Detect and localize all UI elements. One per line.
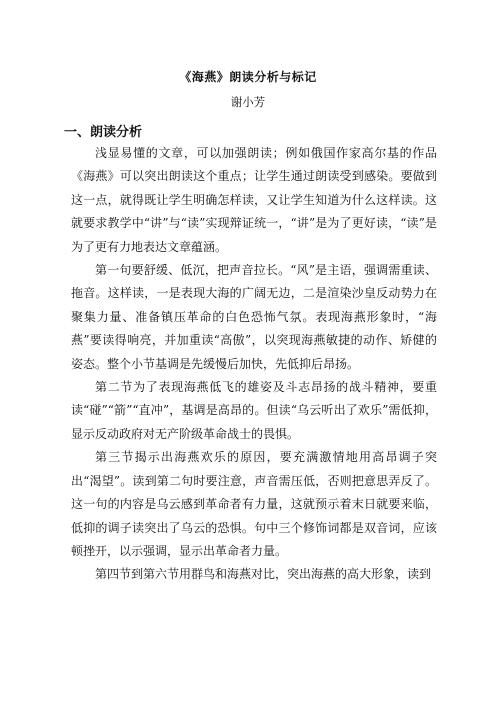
section-heading: 一、朗读分析 bbox=[64, 125, 143, 140]
paragraph-5: 第四节到第六节用群鸟和海燕对比，突出海燕的高大形象，读到 bbox=[95, 567, 432, 582]
document-author: 谢小芳 bbox=[230, 95, 266, 109]
document-body bbox=[71, 142, 437, 587]
paragraph-1: 浅显易懂的文章，可以加强朗读；例如俄国作家高尔基的作品《海燕》可以突出朗读这个重点；让学生通过朗读受到感染。要做到这一点，就得既让学生明确怎样读，又让学生知道为什么这样读。这就要求教学中“讲”与“读”实现辩证统一，“讲”是为了更好读，“读”是为了更有力地表达文章蕴涵。 bbox=[71, 146, 437, 254]
paragraph-4: 第三节揭示出海燕欢乐的原因，要充满激情地用高昂调子突出“渴望”。读到第二句时要注意，声音需压低，否则把意思弄反了。这一句的内容是乌云感到革命者有力量，这就预示着末日就要来临，低抑的调子读突出了乌云的恐惧。句中三个修饰词都是双音词，应该顿挫开，以示强调，显示出革命者力量。 bbox=[71, 450, 437, 558]
document-title: 《海燕》朗读分析与标记 bbox=[179, 70, 317, 84]
paragraph-2: 第一句要舒缓、低沉，把声音拉长。“风”是主语，强调需重读、拖音。这样读，一是表现大海的广阔无边，二是渲染沙皇反动势力在聚集力量、准备镇压革命的白色恐怖气氛。表现海燕形象时，“海燕”要读得响亮，并加重读“高傲”，以突现海燕敏捷的动作、矫健的姿态。整个小节基调是先缓慢后加快，先低抑后昂扬。 bbox=[71, 263, 437, 371]
paragraph-3: 第二节为了表现海燕低飞的雄姿及斗志昂扬的战斗精神，要重读“碰”“箭”“直冲”，基调是高昂的。但读“乌云听出了欢乐”需低抑，显示反动政府对无产阶级革命战士的畏惧。 bbox=[71, 380, 437, 441]
